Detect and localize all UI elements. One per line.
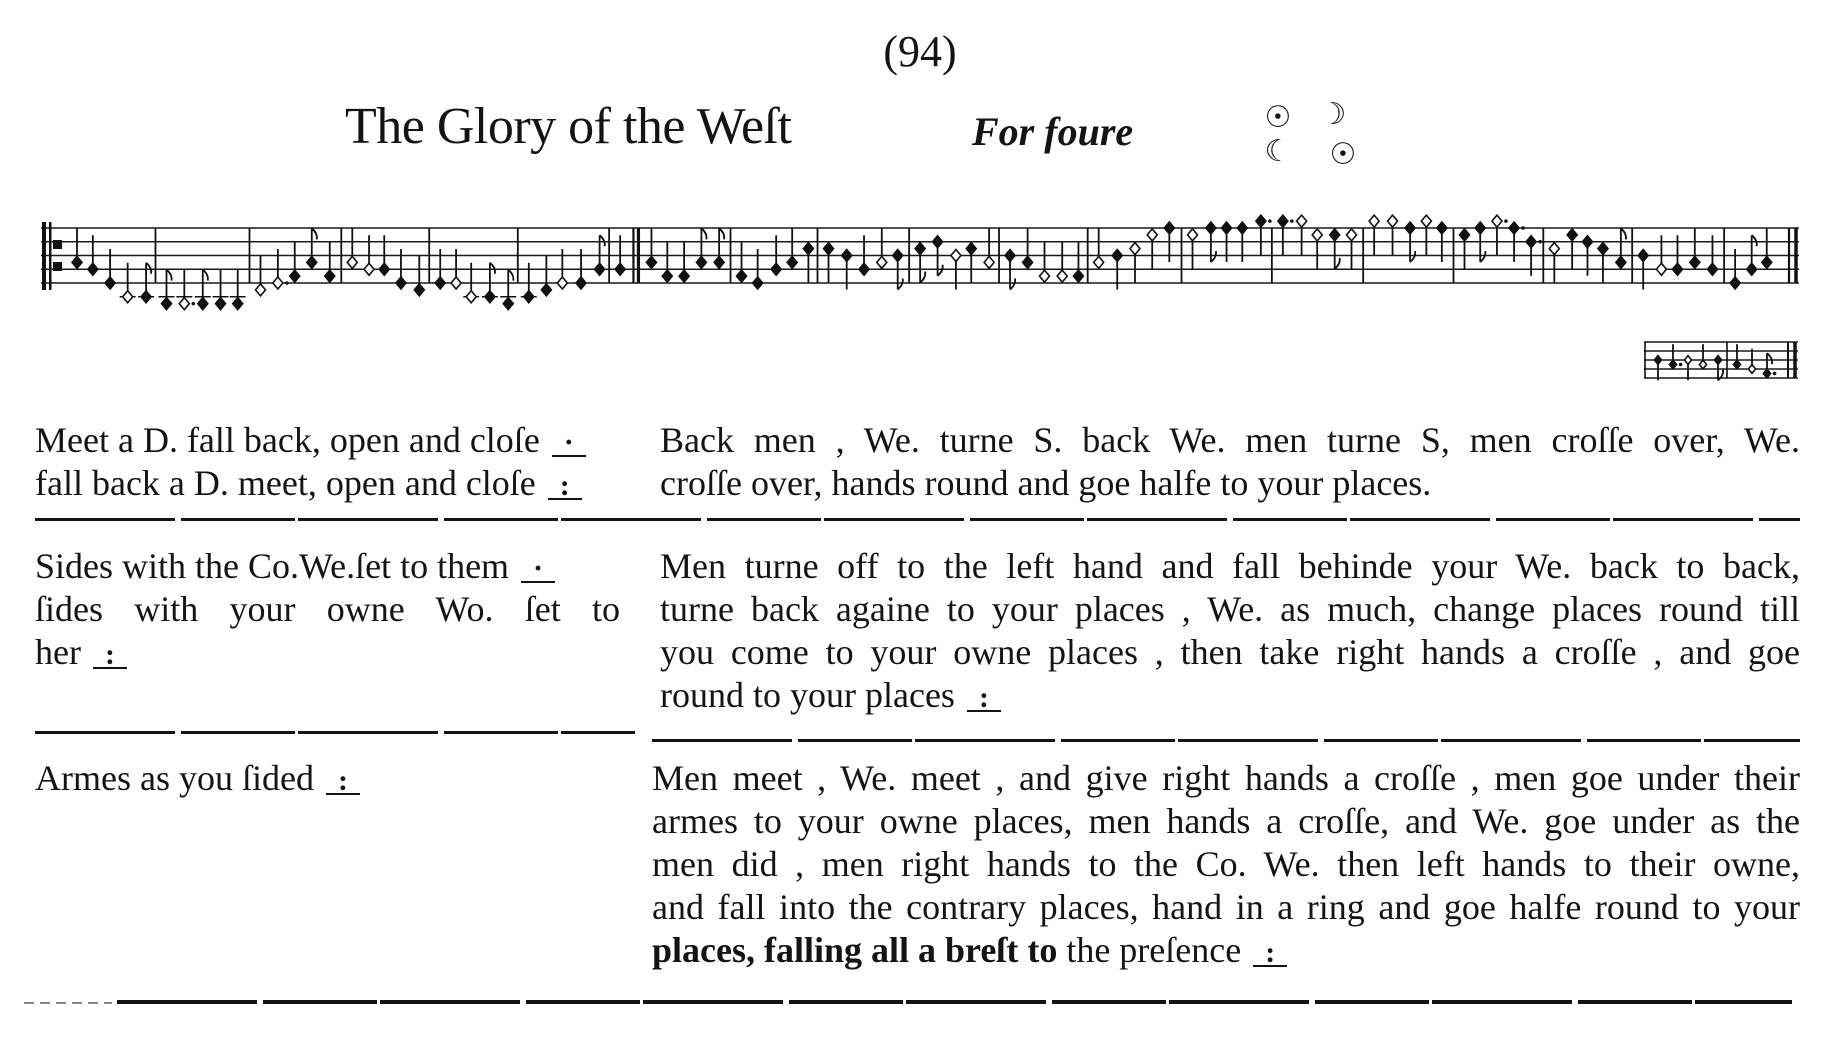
figure-column: [35, 757, 620, 800]
instruction-text: Men turne off to the left hand and fall behinde your We. back to back,: [660, 546, 1800, 586]
music-note: [1684, 356, 1691, 381]
music-note: [915, 243, 925, 283]
instruction-text: Back men , We. turne S. back We. men turne S, men croſſe over, We.: [660, 420, 1800, 460]
music-note: [1669, 344, 1682, 369]
music-note: [1130, 243, 1140, 283]
instruction-text: round to your places: [660, 675, 955, 715]
music-note: [1492, 215, 1508, 255]
music-note: [1616, 228, 1626, 268]
music-note: [176, 270, 195, 310]
repeat-mark: ·: [521, 557, 555, 583]
music-note: [1421, 215, 1431, 255]
instruction-text: you come to your owne places , then take right hands a croſſe , and goe: [660, 632, 1800, 672]
music-note: [72, 228, 82, 268]
music-note: [1763, 353, 1776, 378]
figure-column: [35, 419, 620, 505]
instruction-text: and fall into the contrary places, hand in a ring and goe halfe round to your: [652, 887, 1800, 927]
music-note: [1567, 229, 1577, 269]
text-line: [35, 545, 620, 588]
repeat-mark: :: [93, 643, 127, 669]
instruction-text: men did , men right hands to the Co. We. then left hands to their owne,: [652, 844, 1800, 884]
text-line: [35, 631, 620, 674]
instruction-text: the preſence: [1066, 930, 1242, 970]
music-note: [696, 228, 706, 268]
text-line: [652, 929, 1800, 972]
section-divider: [35, 731, 635, 734]
closing-rule: [117, 1000, 1792, 1004]
figure-text: Sides with the Co.We.ſet to them: [35, 546, 510, 586]
music-note: [984, 228, 994, 268]
music-note: [1714, 356, 1723, 381]
music-note: [714, 228, 724, 268]
instruction-column: [660, 545, 1800, 717]
music-note: [1459, 229, 1469, 269]
music-note: [1297, 215, 1307, 255]
music-note: [414, 256, 424, 296]
text-line: [35, 419, 620, 462]
music-note: [1256, 215, 1272, 255]
music-note: [307, 228, 317, 268]
repeat-mark: :: [548, 474, 582, 500]
music-note: [195, 270, 211, 310]
music-staff: [41, 200, 1801, 320]
repeat-mark: :: [326, 769, 360, 795]
music-note: [824, 243, 834, 283]
figure-text: her: [35, 632, 81, 672]
music-note: [1733, 344, 1740, 369]
repeat-mark: ·: [552, 431, 586, 457]
music-note: [1147, 229, 1157, 269]
section-divider: [35, 518, 1800, 521]
music-note: [1347, 229, 1357, 269]
music-note: [541, 256, 551, 296]
music-note: [787, 228, 797, 268]
music-note: [325, 242, 335, 282]
music-note: [255, 256, 265, 296]
music-note: [1369, 215, 1379, 255]
music-note: [662, 242, 672, 282]
music-note: [1654, 356, 1661, 381]
dance-title: The Glory of the Weſt: [345, 98, 792, 155]
sun-symbol-icon: ☉: [1264, 100, 1292, 135]
music-note: [1699, 344, 1706, 369]
music-note: [1312, 229, 1322, 269]
page-number: (94): [883, 27, 957, 76]
music-staff-continuation: [1642, 330, 1802, 400]
music-note: [737, 242, 747, 282]
music-note: [1549, 243, 1559, 283]
moon-symbol-icon: ☾: [1264, 134, 1292, 169]
text-line: [35, 757, 620, 800]
section-divider: [652, 739, 1800, 742]
repeat-mark: :: [967, 686, 1001, 712]
music-note: [158, 270, 174, 310]
music-note: [1094, 228, 1104, 268]
music-note: [213, 270, 229, 310]
music-note: [877, 228, 887, 268]
music-note: [500, 270, 516, 310]
text-line: [660, 674, 1800, 717]
instruction-bold-text: places, falling all a breſt to: [652, 930, 1058, 970]
music-note: [1057, 242, 1067, 282]
music-note: [1690, 228, 1700, 268]
text-line: [35, 462, 620, 505]
instruction-text: armes to your owne places, men hands a croſſe, and We. goe under as the: [652, 801, 1800, 841]
music-note: [1073, 242, 1083, 282]
music-note: [1598, 243, 1608, 283]
music-note: [646, 228, 656, 268]
instruction-column: [660, 419, 1800, 505]
moon-symbol-icon: ☽: [1319, 97, 1347, 132]
music-note: [230, 270, 246, 310]
music-note: [1748, 349, 1755, 374]
music-note: [347, 228, 357, 268]
music-note: [1023, 228, 1033, 268]
music-note: [290, 242, 300, 282]
figure-text: Meet a D. fall back, open and cloſe: [35, 420, 540, 460]
music-note: [1762, 228, 1772, 268]
dance-subtitle: For foure: [972, 109, 1134, 154]
music-note: [803, 243, 813, 283]
music-note: [1039, 242, 1049, 282]
repeat-mark: :: [1253, 941, 1287, 967]
music-note: [1388, 215, 1398, 255]
figure-column: [35, 545, 620, 674]
sun-symbol-icon: ☉: [1329, 137, 1357, 172]
instruction-text: croſſe over, hands round and goe halfe to your places.: [660, 463, 1432, 503]
instruction-text: turne back againe to your places , We. as much, change places round till: [660, 589, 1800, 629]
music-note: [1278, 215, 1294, 255]
instruction-column: [652, 757, 1800, 972]
figure-text: Armes as you ſided: [35, 758, 314, 798]
print-smudge: [24, 1002, 112, 1004]
music-note: [679, 242, 689, 282]
music-note: [1188, 229, 1198, 269]
figure-text: fall back a D. meet, open and cloſe: [35, 463, 536, 503]
figure-text: ſides with your owne Wo. ſet to: [35, 589, 620, 629]
music-note: [1330, 229, 1340, 269]
music-note: [966, 243, 976, 283]
instruction-text: Men meet , We. meet , and give right hands a croſſe , men goe under their: [652, 758, 1800, 798]
